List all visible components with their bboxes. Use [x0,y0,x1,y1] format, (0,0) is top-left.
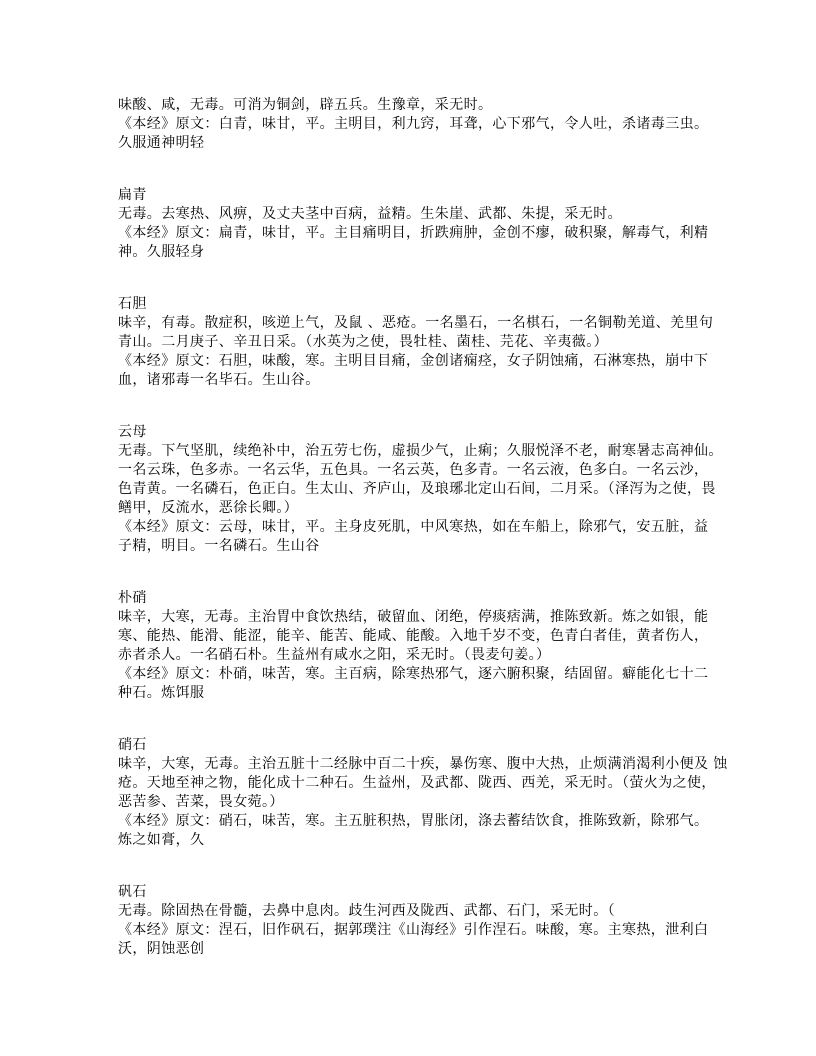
body-line: 无毒。下气坚肌，续绝补中，治五劳七伤，虚损少气，止痢；久服悦泽不老，耐寒暑志高神仙。 [118,443,723,459]
body-line: 寒、能热、能滑、能涩，能辛、能苦、能咸、能酸。入地千岁不变，色青白者佳，黄者伤人， [118,628,709,644]
classic-text-line: 血，诸邪毒一名毕石。生山谷。 [118,372,320,388]
classic-text-line: 久服通神明轻 [118,135,205,151]
body-line: 味酸、咸，无毒。可消为铜剑，辟五兵。生豫章，采无时。 [118,97,493,113]
section-continued-entry [118,96,716,153]
section-yunmu [118,423,723,556]
body-line: 鳝甲，反流水，恶徐长卿。） [118,500,299,516]
classic-text-line: 沃，阴蚀恶创 [118,941,205,957]
section-fanshi [118,883,716,959]
body-line: 一名云珠，色多赤。一名云华，五色具。一名云英，色多青。一名云液，色多白。一名云沙， [118,462,709,478]
body-line: 疮。天地至神之物，能化成十二种石。生益州，及武都、陇西、西羌，采无时。（萤火为之使， [118,775,716,791]
section-puxiao [118,589,716,703]
body-line: 无毒。除固热在骨髓，去鼻中息肉。歧生河西及陇西、武都、石门，采无时。（ [118,903,615,919]
section-xiaoshi [118,736,728,850]
classic-text-line: 《本经》原文：白青，味甘，平。主明目，利九窍，耳聋，心下邪气，令人吐，杀诸毒三虫。 [118,116,709,132]
classic-text-line: 《本经》原文：石胆，味酸，寒。主明目目痛，金创诸痫痉，女子阴蚀痛，石淋寒热，崩中下 [118,353,709,369]
classic-text-line: 种石。炼饵服 [118,685,205,701]
section-title: 云母 [118,424,147,440]
document-page [118,96,728,959]
section-title: 朴硝 [118,590,147,606]
body-line: 赤者杀人。一名硝石朴。生益州有咸水之阳，采无时。（畏麦句姜。） [118,647,551,663]
body-line: 味辛，大寒，无毒。主治胃中食饮热结，破留血、闭绝，停痰痞满，推陈致新。炼之如银，能 [118,609,709,625]
section-title: 矾石 [118,884,147,900]
classic-text-line: 《本经》原文：硝石，味苦，寒。主五脏积热，胃胀闭，涤去蓄结饮食，推陈致新，除邪气。 [118,813,709,829]
body-line: 青山。二月庚子、辛丑日采。（水英为之使，畏牡桂、菌桂、芫花、辛夷薇。） [118,334,608,350]
classic-text-line: 子精，明目。一名磷石。生山谷 [118,538,320,554]
classic-text-line: 神。久服轻身 [118,244,205,260]
body-line: 味辛，有毒。散症积，咳逆上气，及鼠 、恶疮。一名墨石，一名棋石，一名铜勒羌道、羌里句 [118,315,714,331]
section-shidan [118,295,716,390]
section-title: 硝石 [118,737,147,753]
section-title: 扁青 [118,187,147,203]
classic-text-line: 《本经》原文：涅石，旧作矾石，据郭璞注《山海经》引作涅石。味酸，寒。主寒热，泄利白 [118,922,709,938]
body-line: 味辛，大寒，无毒。主治五脏十二经脉中百二十疾，暴伤寒、腹中大热，止烦满消渴利小便及 蚀 [118,756,728,772]
section-title: 石胆 [118,296,147,312]
classic-text-line: 炼之如膏，久 [118,832,205,848]
classic-text-line: 《本经》原文：云母，味甘，平。主身皮死肌，中风寒热，如在车船上，除邪气，安五脏，益 [118,519,709,535]
body-line: 色青黄。一名磷石，色正白。生太山、齐庐山，及琅琊北定山石间，二月采。（泽泻为之使，畏 [118,481,716,497]
classic-text-line: 《本经》原文：扁青，味甘，平。主目痛明目，折跌痈肿，金创不瘳，破积聚，解毒气，利精 [118,225,709,241]
classic-text-line: 《本经》原文：朴硝，味苦，寒。主百病，除寒热邪气，逐六腑积聚，结固留。癖能化七十二 [118,666,709,682]
body-line: 无毒。去寒热、风痹，及丈夫茎中百病，益精。生朱崖、武都、朱提，采无时。 [118,206,622,222]
body-line: 恶苦参、苦菜，畏女菀。） [118,794,284,810]
section-bianqing [118,186,716,262]
